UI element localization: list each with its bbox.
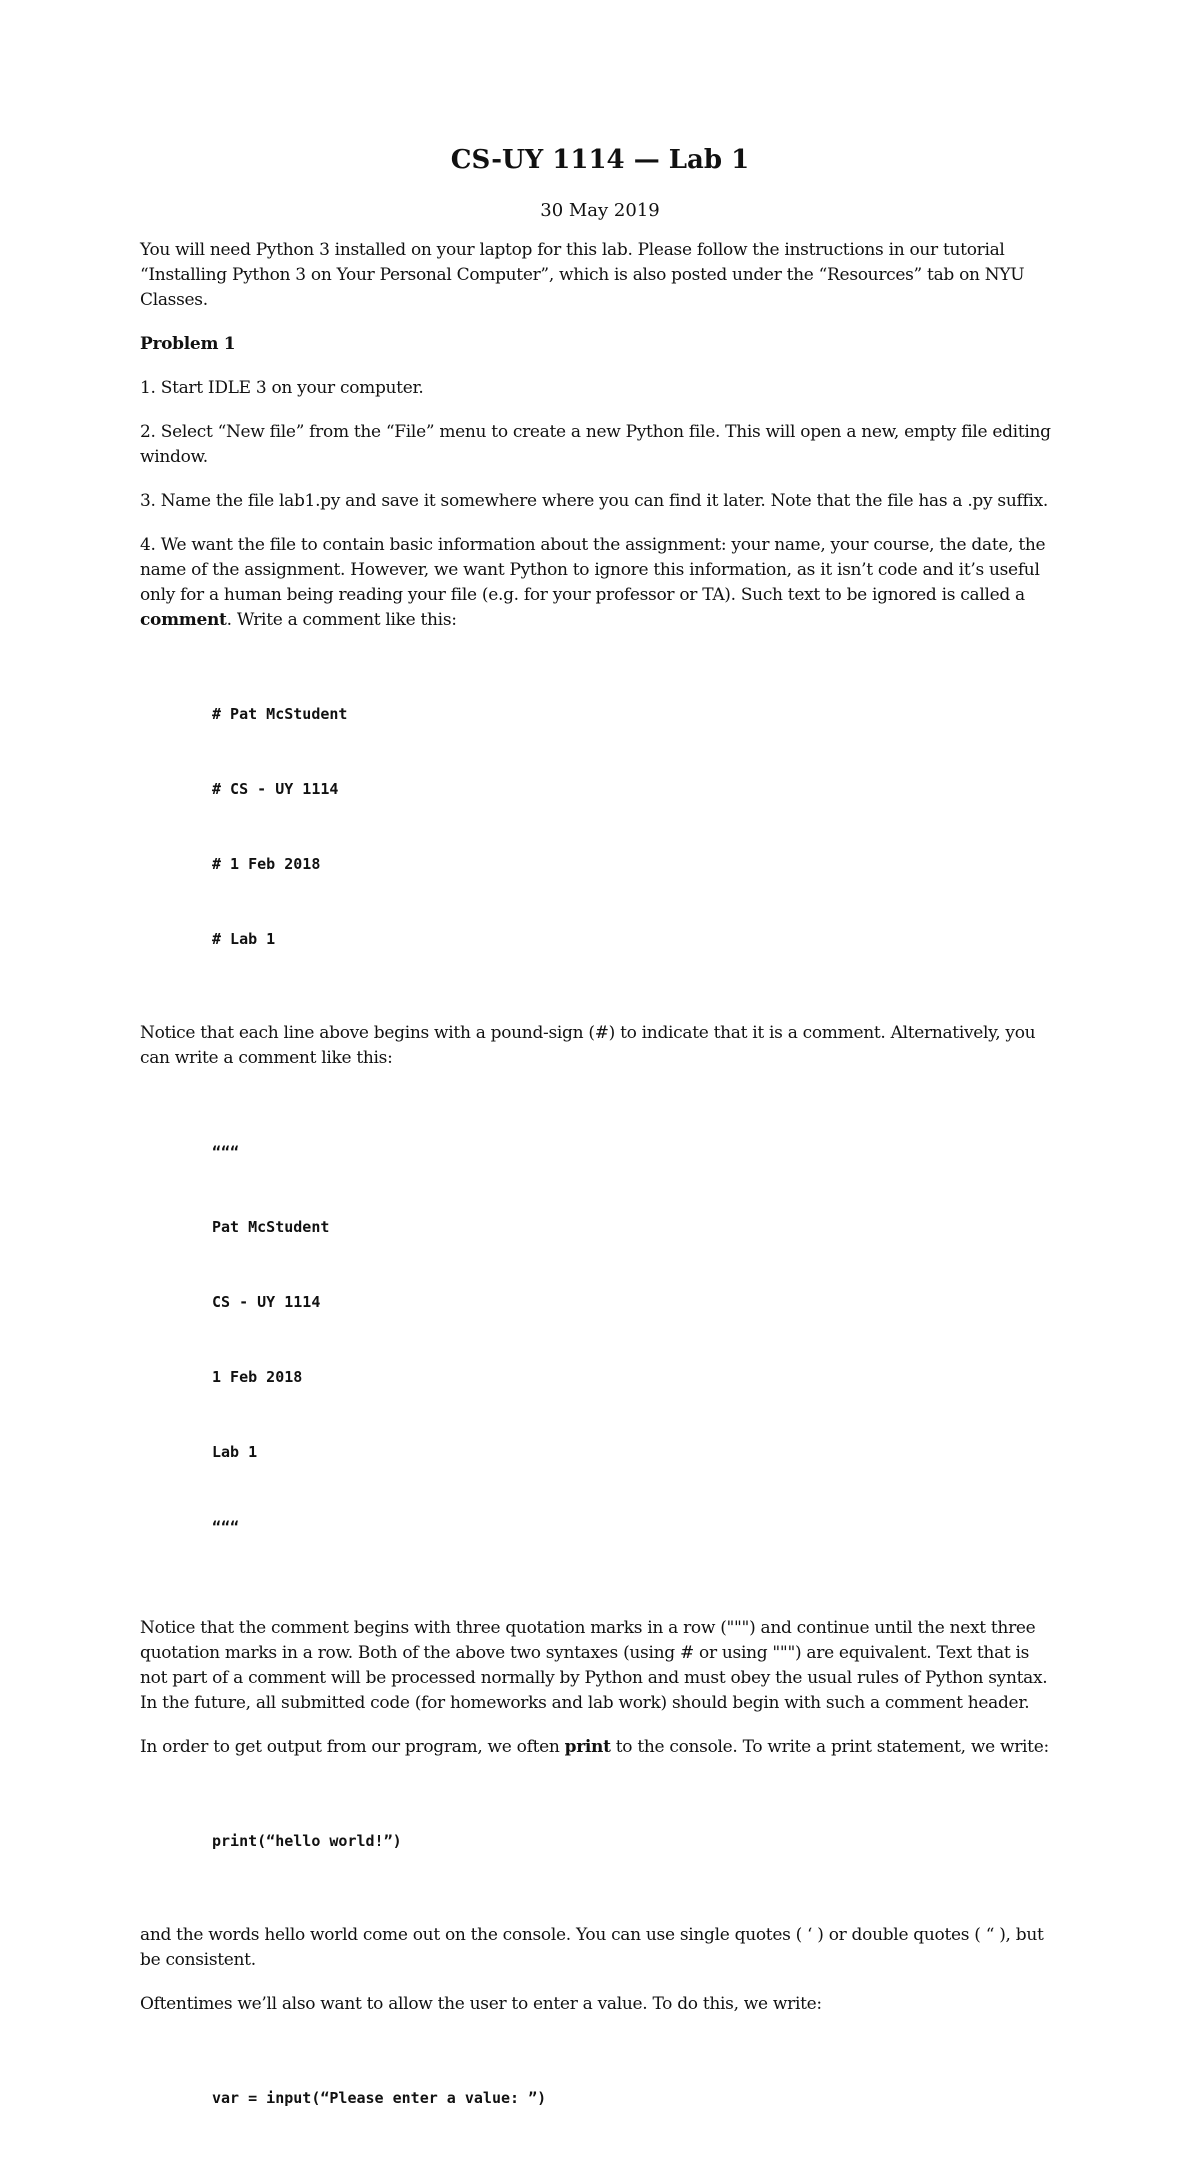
code-line: # CS - UY 1114 [212, 780, 339, 798]
code-line: # Pat McStudent [212, 705, 348, 723]
document-page [140, 140, 1060, 2180]
code-line: print(“hello world!”) [212, 1832, 402, 1850]
code-line: CS - UY 1114 [212, 1293, 321, 1311]
notice-paragraph-1: Notice that each line above begins with a pound-sign (#) to indicate that it is a comment. Alternatively, you can write a comment like this: [140, 1023, 1036, 1068]
code-line: Lab 1 [212, 1443, 258, 1461]
code-line: 1 Feb 2018 [212, 1368, 303, 1386]
input-intro-paragraph: Oftentimes we’ll also want to allow the user to enter a value. To do this, we write: [140, 1994, 822, 2014]
print-text: In order to get output from our program, we often [140, 1737, 565, 1757]
document-date: 30 May 2019 [540, 200, 660, 221]
print-term: print [564, 1737, 611, 1757]
intro-paragraph: You will need Python 3 installed on your laptop for this lab. Please follow the instructions in our tutorial “Installing Python 3 on Your Personal Computer”, which is also posted under the “Resources” tab on NYU Classes. [140, 240, 1025, 310]
code-line: # 1 Feb 2018 [212, 855, 321, 873]
print-paragraph [140, 1735, 1060, 1760]
step-4-text-end: . Write a comment like this: [226, 610, 457, 630]
code-line: var = input(“Please enter a value: ”) [212, 2089, 547, 2107]
comment-term: comment [140, 610, 227, 630]
code-line: Pat McStudent [212, 1218, 330, 1236]
code-line: # Lab 1 [212, 930, 276, 948]
notice-paragraph-2: Notice that the comment begins with three quotation marks in a row (""") and continue until the next three quotation marks in a row. Both of the above two syntaxes (using # or using """) are equivalent. Text that is not part of a comment will be processed normally by Python and must obey the usual rules of Python syntax. In the future, all submitted code (for homeworks and lab work) should begin with such a comment header. [140, 1618, 1048, 1713]
step-2: 2. Select “New file” from the “File” menu to create a new Python file. This will open a new, empty file editing window. [140, 422, 1051, 467]
code-block-print [212, 1779, 1060, 1904]
step-4-text: 4. We want the file to contain basic information about the assignment: your name, your course, the date, the name of the assignment. However, we want Python to ignore this information, as it isn’t code and it’s useful only for a human being reading your file (e.g. for your professor or TA). Such text to be ignored is called a [140, 535, 1046, 605]
code-block-hash-comment [212, 652, 1060, 1002]
code-block-input [212, 2036, 1060, 2161]
step-4 [140, 533, 1060, 633]
code-line: “““ [212, 1143, 240, 1161]
step-3: 3. Name the file lab1.py and save it somewhere where you can find it later. Note that the file has a .py suffix. [140, 491, 1049, 511]
code-block-docstring-comment [212, 1090, 1060, 1590]
print-text-end: to the console. To write a print statement, we write: [610, 1737, 1049, 1757]
document-title: CS-UY 1114 — Lab 1 [450, 145, 750, 175]
problem-heading: Problem 1 [140, 334, 236, 354]
words-paragraph: and the words hello world come out on the console. You can use single quotes ( ‘ ) or double quotes ( “ ), but be consistent. [140, 1925, 1044, 1970]
code-line: “““ [212, 1518, 240, 1536]
step-1: 1. Start IDLE 3 on your computer. [140, 378, 424, 398]
